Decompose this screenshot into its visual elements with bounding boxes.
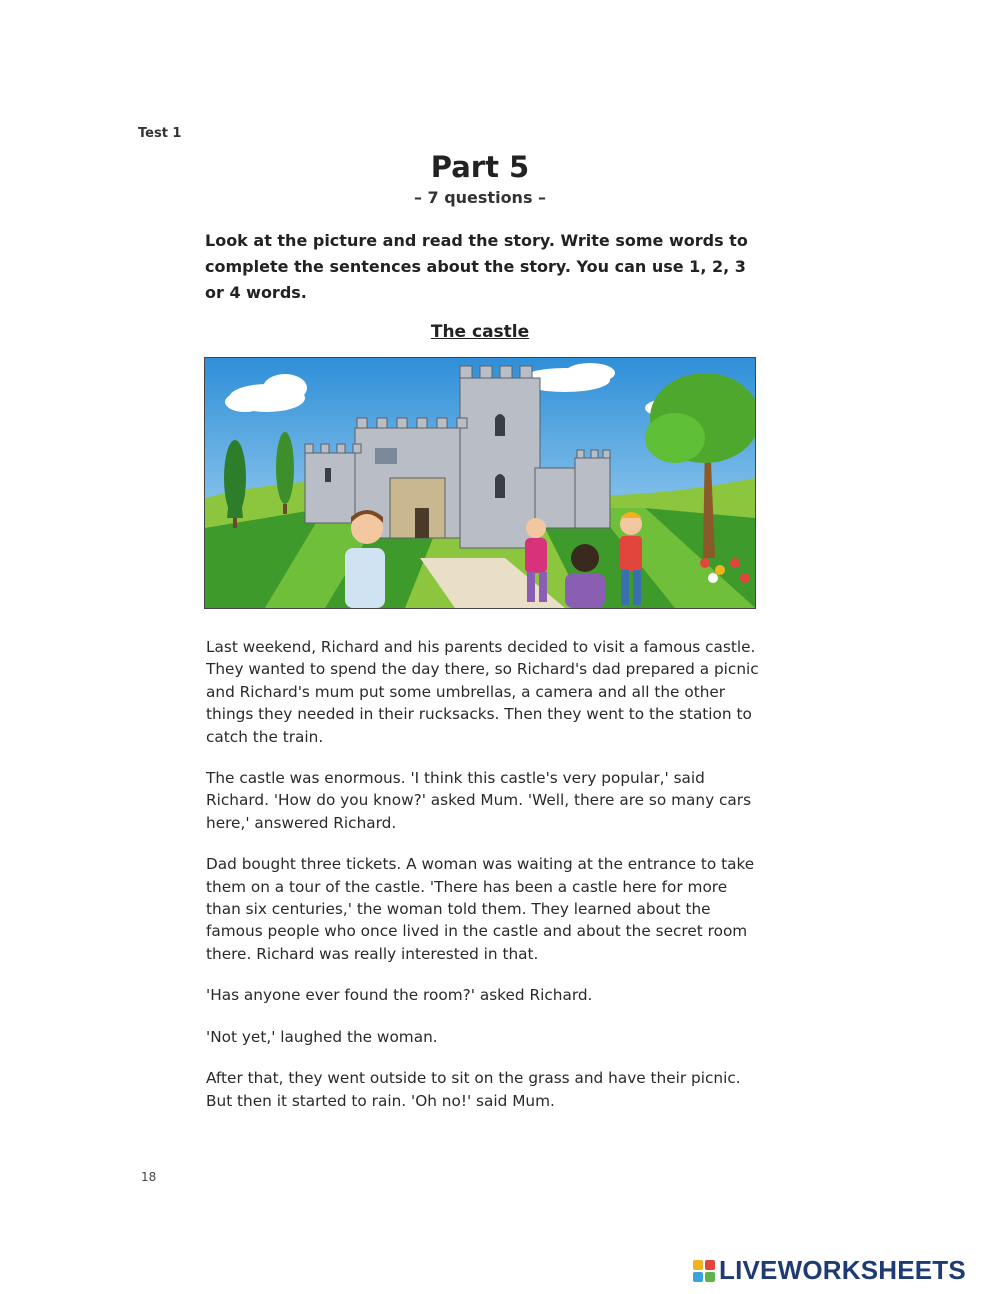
part-subtitle: – 7 questions – bbox=[413, 188, 547, 207]
story-title: The castle bbox=[430, 322, 530, 342]
story-paragraph: 'Has anyone ever found the room?' asked Richard. bbox=[206, 986, 593, 1005]
story-paragraph: 'Not yet,' laughed the woman. bbox=[206, 1027, 438, 1046]
part-title: Part 5 bbox=[430, 150, 530, 184]
story-paragraph: After that, they went outside to sit on the grass and have their picnic. But then it started to rain. 'Oh no!' said Mum. bbox=[206, 1069, 741, 1110]
test-label: Test 1 bbox=[138, 126, 182, 141]
instructions: Look at the picture and read the story. Write some words to complete the sentences about the story. You can use 1, 2, 3 or 4 words. bbox=[205, 231, 748, 302]
story-text bbox=[206, 636, 766, 1131]
story-paragraph: Last weekend, Richard and his parents decided to visit a famous castle. They wanted to spend the day there, so Richard's dad prepared a picnic and Richard's mum put some umbrellas, a camera and all the other things they needed in their rucksacks. Then they went to the station to catch the train. bbox=[206, 638, 759, 746]
page-number: 18 bbox=[141, 1170, 157, 1184]
logo-squares-icon bbox=[693, 1260, 715, 1282]
story-paragraph: Dad bought three tickets. A woman was waiting at the entrance to take them on a tour of the castle. 'There has been a castle here for more than six centuries,' the woman told them. They learned about the famous people who once lived in the castle and about the secret room there. Richard was really interested in that. bbox=[206, 855, 755, 963]
story-paragraph: The castle was enormous. 'I think this castle's very popular,' said Richard. 'How do you know?' asked Mum. 'Well, there are so many cars here,' answered Richard. bbox=[206, 769, 752, 832]
liveworksheets-logo bbox=[693, 1255, 966, 1286]
castle-illustration bbox=[204, 357, 756, 609]
brand-name: LIVEWORKSHEETS bbox=[719, 1255, 966, 1285]
